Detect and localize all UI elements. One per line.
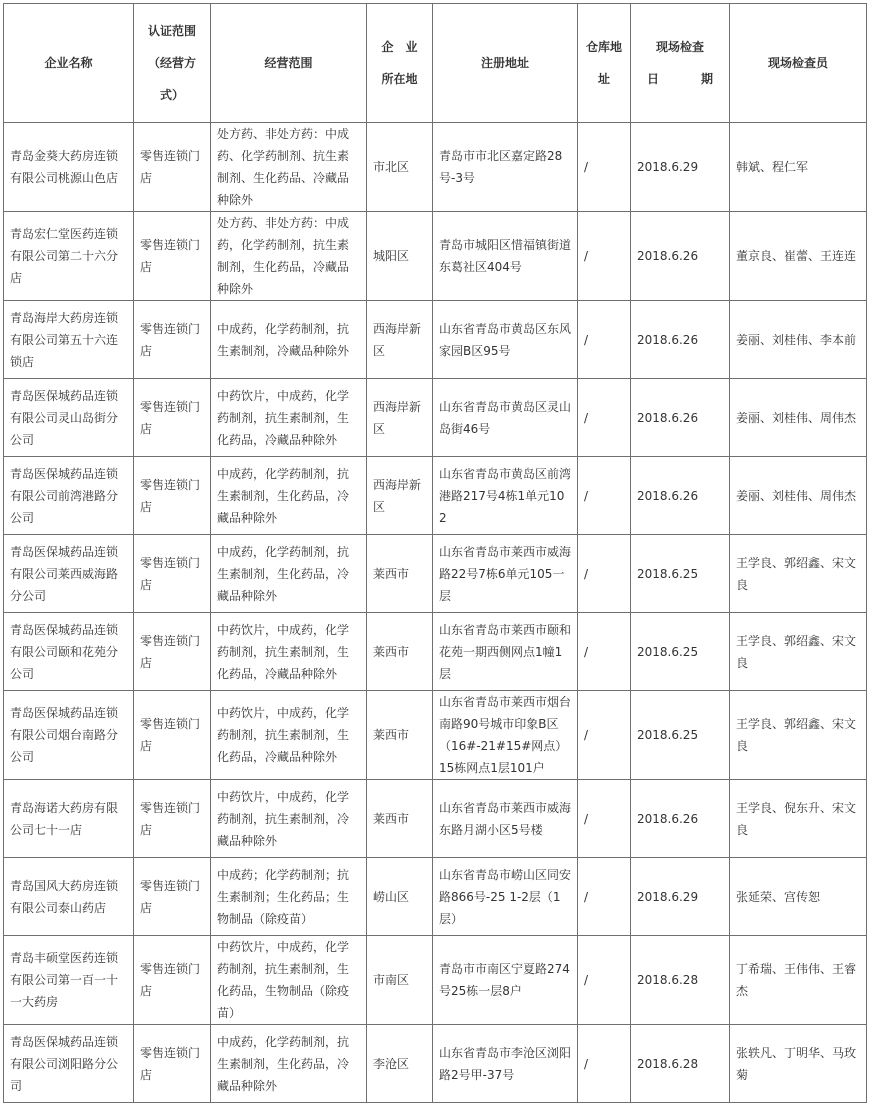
cell-registered-address: 山东省青岛市黄岛区灵山岛街46号	[433, 379, 578, 457]
cell-district: 崂山区	[367, 858, 433, 936]
cell-inspectors: 王学良、郭绍鑫、宋文良	[730, 613, 867, 691]
header-warehouse-address: 仓库地 址	[578, 4, 631, 123]
cell-district: 西海岸新区	[367, 457, 433, 535]
cell-warehouse-address: /	[578, 780, 631, 858]
cell-district: 李沧区	[367, 1025, 433, 1103]
table-row	[4, 535, 867, 613]
cell-check-date: 2018.6.28	[631, 1025, 730, 1103]
cell-warehouse-address: /	[578, 212, 631, 301]
cell-operation-mode: 零售连锁门店	[134, 379, 211, 457]
cell-operation-mode: 零售连锁门店	[134, 123, 211, 212]
cell-check-date: 2018.6.26	[631, 780, 730, 858]
cell-operation-mode: 零售连锁门店	[134, 936, 211, 1025]
cell-check-date: 2018.6.26	[631, 212, 730, 301]
cell-district: 市南区	[367, 936, 433, 1025]
cell-check-date: 2018.6.25	[631, 691, 730, 780]
cell-district: 市北区	[367, 123, 433, 212]
cell-inspectors: 韩斌、程仁军	[730, 123, 867, 212]
cell-district: 莱西市	[367, 535, 433, 613]
header-check-date: 现场检查 日 期	[631, 4, 730, 123]
cell-inspectors: 姜丽、刘桂伟、周伟杰	[730, 457, 867, 535]
cell-registered-address: 青岛市市南区宁夏路274号25栋一层8户	[433, 936, 578, 1025]
cell-company-name: 青岛丰硕堂医药连锁有限公司第一百一十一大药房	[4, 936, 134, 1025]
cell-registered-address: 山东省青岛市莱西市颐和花苑一期西侧网点1幢1层	[433, 613, 578, 691]
cell-business-scope: 中药饮片，中成药，化学药制剂，抗生素制剂，生化药品，冷藏品种除外	[211, 691, 367, 780]
cell-registered-address: 山东省青岛市莱西市威海东路月湖小区5号楼	[433, 780, 578, 858]
cell-warehouse-address: /	[578, 379, 631, 457]
cell-district: 西海岸新区	[367, 379, 433, 457]
cell-inspectors: 丁希瑞、王伟伟、王睿杰	[730, 936, 867, 1025]
cell-company-name: 青岛医保城药品连锁有限公司浏阳路分公司	[4, 1025, 134, 1103]
cell-check-date: 2018.6.29	[631, 123, 730, 212]
cell-check-date: 2018.6.25	[631, 613, 730, 691]
cell-company-name: 青岛医保城药品连锁有限公司颐和花苑分公司	[4, 613, 134, 691]
cell-company-name: 青岛医保城药品连锁有限公司莱西威海路分公司	[4, 535, 134, 613]
cell-inspectors: 张延荣、宫传恕	[730, 858, 867, 936]
cell-warehouse-address: /	[578, 858, 631, 936]
cell-district: 城阳区	[367, 212, 433, 301]
cell-business-scope: 处方药、非处方药：中成药、化学药制剂、抗生素制剂、生化药品、冷藏品种除外	[211, 123, 367, 212]
cell-inspectors: 王学良、郭绍鑫、宋文良	[730, 691, 867, 780]
header-company-name: 企业名称	[4, 4, 134, 123]
cell-warehouse-address: /	[578, 301, 631, 379]
header-inspectors: 现场检查员	[730, 4, 867, 123]
cell-warehouse-address: /	[578, 535, 631, 613]
cell-business-scope: 中成药，化学药制剂，抗生素制剂，生化药品，冷藏品种除外	[211, 1025, 367, 1103]
cell-warehouse-address: /	[578, 1025, 631, 1103]
cell-operation-mode: 零售连锁门店	[134, 457, 211, 535]
cell-registered-address: 山东省青岛市莱西市威海路22号7栋6单元105一层	[433, 535, 578, 613]
table-row	[4, 613, 867, 691]
header-cert-scope: 认证范围 （经营方 式）	[134, 4, 211, 123]
cell-warehouse-address: /	[578, 936, 631, 1025]
cell-district: 西海岸新区	[367, 301, 433, 379]
cell-check-date: 2018.6.28	[631, 936, 730, 1025]
table-row	[4, 212, 867, 301]
cell-operation-mode: 零售连锁门店	[134, 301, 211, 379]
cell-inspectors: 张轶凡、丁明华、马玫菊	[730, 1025, 867, 1103]
cell-company-name: 青岛金葵大药房连锁有限公司桃源山色店	[4, 123, 134, 212]
header-business-scope: 经营范围	[211, 4, 367, 123]
table-body	[4, 123, 867, 1103]
cell-registered-address: 山东省青岛市黄岛区东风家园B区95号	[433, 301, 578, 379]
cell-operation-mode: 零售连锁门店	[134, 858, 211, 936]
cell-business-scope: 中药饮片，中成药，化学药制剂，抗生素制剂，冷藏品种除外	[211, 780, 367, 858]
cell-company-name: 青岛医保城药品连锁有限公司灵山岛街分公司	[4, 379, 134, 457]
cell-operation-mode: 零售连锁门店	[134, 535, 211, 613]
cell-warehouse-address: /	[578, 123, 631, 212]
table-row	[4, 457, 867, 535]
cell-check-date: 2018.6.26	[631, 379, 730, 457]
cell-business-scope: 中成药，化学药制剂，抗生素制剂，生化药品，冷藏品种除外	[211, 535, 367, 613]
table-row	[4, 858, 867, 936]
cell-registered-address: 山东省青岛市崂山区同安路866号-25 1-2层（1层）	[433, 858, 578, 936]
table-row	[4, 301, 867, 379]
cell-district: 莱西市	[367, 780, 433, 858]
cell-registered-address: 山东省青岛市莱西市烟台南路90号城市印象B区（16#-21#15#网点）15栋网点1层101户	[433, 691, 578, 780]
table-row	[4, 123, 867, 212]
table-row	[4, 1025, 867, 1103]
table-row	[4, 936, 867, 1025]
cell-check-date: 2018.6.25	[631, 535, 730, 613]
cell-district: 莱西市	[367, 613, 433, 691]
cell-district: 莱西市	[367, 691, 433, 780]
cell-check-date: 2018.6.26	[631, 457, 730, 535]
cell-inspectors: 王学良、郭绍鑫、宋文良	[730, 535, 867, 613]
cell-business-scope: 处方药、非处方药：中成药，化学药制剂，抗生素制剂，生化药品，冷藏品种除外	[211, 212, 367, 301]
cell-inspectors: 王学良、倪东升、宋文良	[730, 780, 867, 858]
cell-check-date: 2018.6.29	[631, 858, 730, 936]
cell-business-scope: 中药饮片，中成药，化学药制剂，抗生素制剂，生化药品，冷藏品种除外	[211, 379, 367, 457]
cell-company-name: 青岛医保城药品连锁有限公司烟台南路分公司	[4, 691, 134, 780]
cell-inspectors: 姜丽、刘桂伟、周伟杰	[730, 379, 867, 457]
header-registered-address: 注册地址	[433, 4, 578, 123]
table-header	[4, 4, 867, 123]
table-row	[4, 780, 867, 858]
cell-registered-address: 青岛市城阳区惜福镇街道东葛社区404号	[433, 212, 578, 301]
inspection-table	[3, 3, 867, 1103]
cell-registered-address: 山东省青岛市黄岛区前湾港路217号4栋1单元102	[433, 457, 578, 535]
header-location: 企 业 所在地	[367, 4, 433, 123]
cell-business-scope: 中成药，化学药制剂，抗生素制剂，生化药品，冷藏品种除外	[211, 457, 367, 535]
cell-warehouse-address: /	[578, 613, 631, 691]
cell-inspectors: 姜丽、刘桂伟、李本前	[730, 301, 867, 379]
cell-operation-mode: 零售连锁门店	[134, 212, 211, 301]
cell-registered-address: 青岛市市北区嘉定路28号-3号	[433, 123, 578, 212]
cell-inspectors: 董京良、崔蕾、王连连	[730, 212, 867, 301]
cell-company-name: 青岛海岸大药房连锁有限公司第五十六连锁店	[4, 301, 134, 379]
cell-company-name: 青岛国风大药房连锁有限公司泰山药店	[4, 858, 134, 936]
cell-company-name: 青岛宏仁堂医药连锁有限公司第二十六分店	[4, 212, 134, 301]
table-row	[4, 691, 867, 780]
cell-operation-mode: 零售连锁门店	[134, 613, 211, 691]
cell-business-scope: 中药饮片，中成药，化学药制剂，抗生素制剂，生化药品，冷藏品种除外	[211, 613, 367, 691]
cell-operation-mode: 零售连锁门店	[134, 780, 211, 858]
cell-check-date: 2018.6.26	[631, 301, 730, 379]
cell-operation-mode: 零售连锁门店	[134, 691, 211, 780]
cell-company-name: 青岛医保城药品连锁有限公司前湾港路分公司	[4, 457, 134, 535]
cell-business-scope: 中成药，化学药制剂，抗生素制剂，冷藏品种除外	[211, 301, 367, 379]
cell-business-scope: 中药饮片，中成药，化学药制剂，抗生素制剂，生化药品，生物制品（除疫苗）	[211, 936, 367, 1025]
cell-company-name: 青岛海诺大药房有限公司七十一店	[4, 780, 134, 858]
table-row	[4, 379, 867, 457]
cell-warehouse-address: /	[578, 457, 631, 535]
cell-warehouse-address: /	[578, 691, 631, 780]
cell-operation-mode: 零售连锁门店	[134, 1025, 211, 1103]
cell-business-scope: 中成药；化学药制剂；抗生素制剂；生化药品；生物制品（除疫苗）	[211, 858, 367, 936]
cell-registered-address: 山东省青岛市李沧区浏阳路2号甲-37号	[433, 1025, 578, 1103]
